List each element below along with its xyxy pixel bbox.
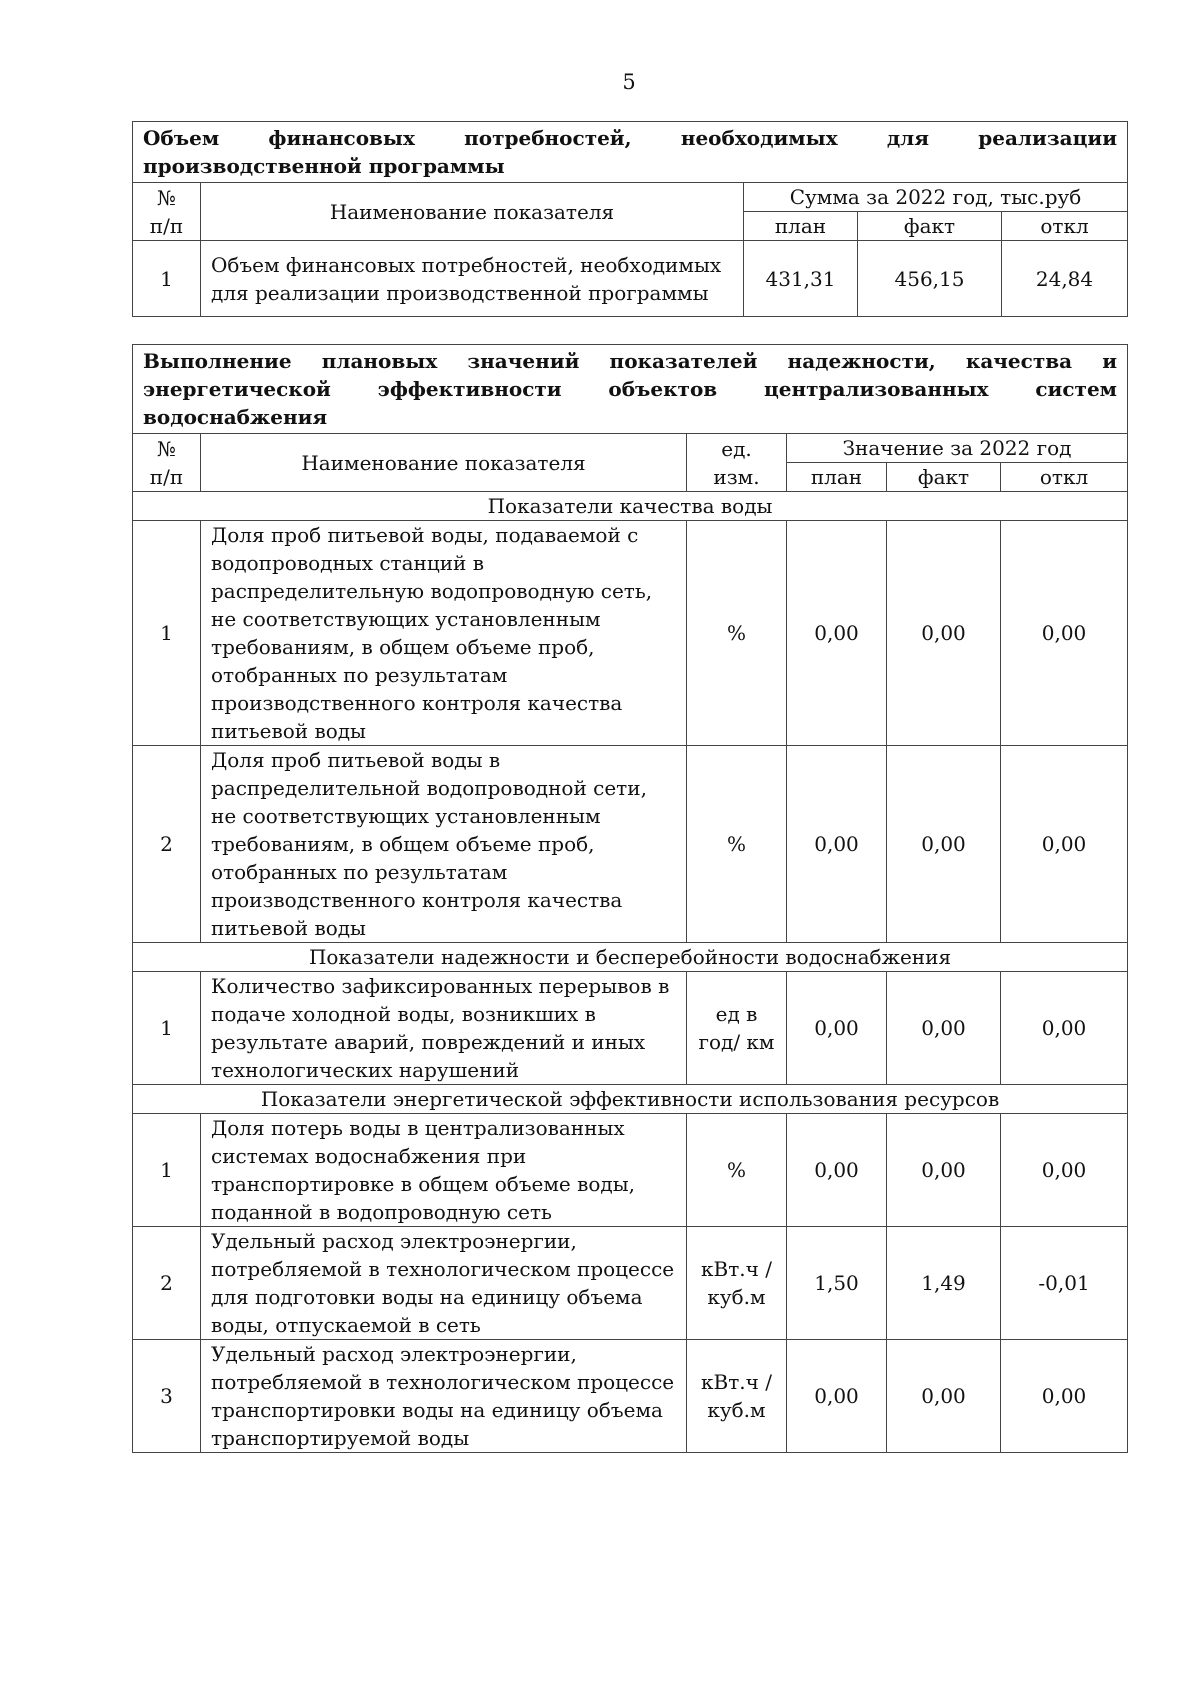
indicators-table <box>132 344 1128 1453</box>
row-fact: 1,49 <box>887 1227 1001 1340</box>
row-name: Удельный расход электроэнергии, потребляемой в технологическом процессе для подготовки воды на единицу объема воды, отпускаемой в сеть <box>201 1227 687 1340</box>
row-num: 1 <box>133 521 201 746</box>
table-row <box>133 241 1128 317</box>
financial-needs-table <box>132 121 1128 317</box>
row-dev: 0,00 <box>1001 972 1128 1085</box>
header-unit: ед. изм. <box>687 434 787 492</box>
row-dev: 0,00 <box>1001 1114 1128 1227</box>
row-num: 1 <box>133 972 201 1085</box>
table-title-row <box>133 122 1128 183</box>
row-fact: 0,00 <box>887 1114 1001 1227</box>
section-row <box>133 1085 1128 1114</box>
row-num: 1 <box>133 1114 201 1227</box>
row-fact: 0,00 <box>887 1340 1001 1453</box>
page-number: 5 <box>622 70 636 94</box>
row-plan: 0,00 <box>787 521 887 746</box>
table-title: Выполнение плановых значений показателей надежности, качества и энергетической эффективности объектов централизованных систем водоснабжения <box>133 345 1128 434</box>
row-dev: 0,00 <box>1001 521 1128 746</box>
table-row <box>133 1114 1128 1227</box>
row-num: 3 <box>133 1340 201 1453</box>
header-fact: факт <box>858 212 1002 241</box>
header-plan: план <box>787 463 887 492</box>
row-unit: % <box>687 1114 787 1227</box>
header-name: Наименование показателя <box>201 434 687 492</box>
row-num: 1 <box>133 241 201 317</box>
row-plan: 0,00 <box>787 746 887 943</box>
table-row <box>133 1227 1128 1340</box>
section-row <box>133 492 1128 521</box>
row-unit: кВт.ч / куб.м <box>687 1227 787 1340</box>
row-name: Количество зафиксированных перерывов в подаче холодной воды, возникших в результате аварий, повреждений и иных технологических нарушений <box>201 972 687 1085</box>
row-name: Удельный расход электроэнергии, потребляемой в технологическом процессе транспортировки воды на единицу объема транспортируемой воды <box>201 1340 687 1453</box>
header-dev: откл <box>1001 463 1128 492</box>
header-num: № п/п <box>133 183 201 241</box>
row-fact: 0,00 <box>887 972 1001 1085</box>
row-name: Доля потерь воды в централизованных системах водоснабжения при транспортировке в общем объеме воды, поданной в водопроводную сеть <box>201 1114 687 1227</box>
table-row <box>133 521 1128 746</box>
section-row <box>133 943 1128 972</box>
row-unit: % <box>687 521 787 746</box>
row-num: 2 <box>133 1227 201 1340</box>
row-name: Объем финансовых потребностей, необходимых для реализации производственной программы <box>201 241 744 317</box>
table-row <box>133 972 1128 1085</box>
row-num: 2 <box>133 746 201 943</box>
section-title: Показатели качества воды <box>133 492 1128 521</box>
header-dev: откл <box>1002 212 1128 241</box>
row-unit: ед в год/ км <box>687 972 787 1085</box>
header-num: № п/п <box>133 434 201 492</box>
row-plan: 1,50 <box>787 1227 887 1340</box>
header-group: Сумма за 2022 год, тыс.руб <box>744 183 1128 212</box>
header-group: Значение за 2022 год <box>787 434 1128 463</box>
section-title: Показатели энергетической эффективности использования ресурсов <box>133 1085 1128 1114</box>
header-plan: план <box>744 212 858 241</box>
header-name: Наименование показателя <box>201 183 744 241</box>
table-title: Объем финансовых потребностей, необходимых для реализации производственной программы <box>133 122 1128 183</box>
row-plan: 0,00 <box>787 1114 887 1227</box>
row-plan: 0,00 <box>787 972 887 1085</box>
row-unit: кВт.ч / куб.м <box>687 1340 787 1453</box>
row-fact: 0,00 <box>887 521 1001 746</box>
row-dev: 24,84 <box>1002 241 1128 317</box>
table-row <box>133 746 1128 943</box>
section-title: Показатели надежности и бесперебойности водоснабжения <box>133 943 1128 972</box>
row-dev: 0,00 <box>1001 1340 1128 1453</box>
header-row <box>133 183 1128 212</box>
table-title-row <box>133 345 1128 434</box>
row-dev: 0,00 <box>1001 746 1128 943</box>
row-name: Доля проб питьевой воды в распределительной водопроводной сети, не соответствующих установленным требованиям, в общем объеме проб, отобранных по результатам производственного контроля качества питьевой воды <box>201 746 687 943</box>
row-dev: -0,01 <box>1001 1227 1128 1340</box>
row-plan: 0,00 <box>787 1340 887 1453</box>
header-row <box>133 434 1128 463</box>
row-fact: 456,15 <box>858 241 1002 317</box>
table-row <box>133 1340 1128 1453</box>
header-fact: факт <box>887 463 1001 492</box>
row-plan: 431,31 <box>744 241 858 317</box>
row-fact: 0,00 <box>887 746 1001 943</box>
row-name: Доля проб питьевой воды, подаваемой с водопроводных станций в распределительную водопроводную сеть, не соответствующих установленным требованиям, в общем объеме проб, отобранных по результатам производственного контроля качества питьевой воды <box>201 521 687 746</box>
row-unit: % <box>687 746 787 943</box>
